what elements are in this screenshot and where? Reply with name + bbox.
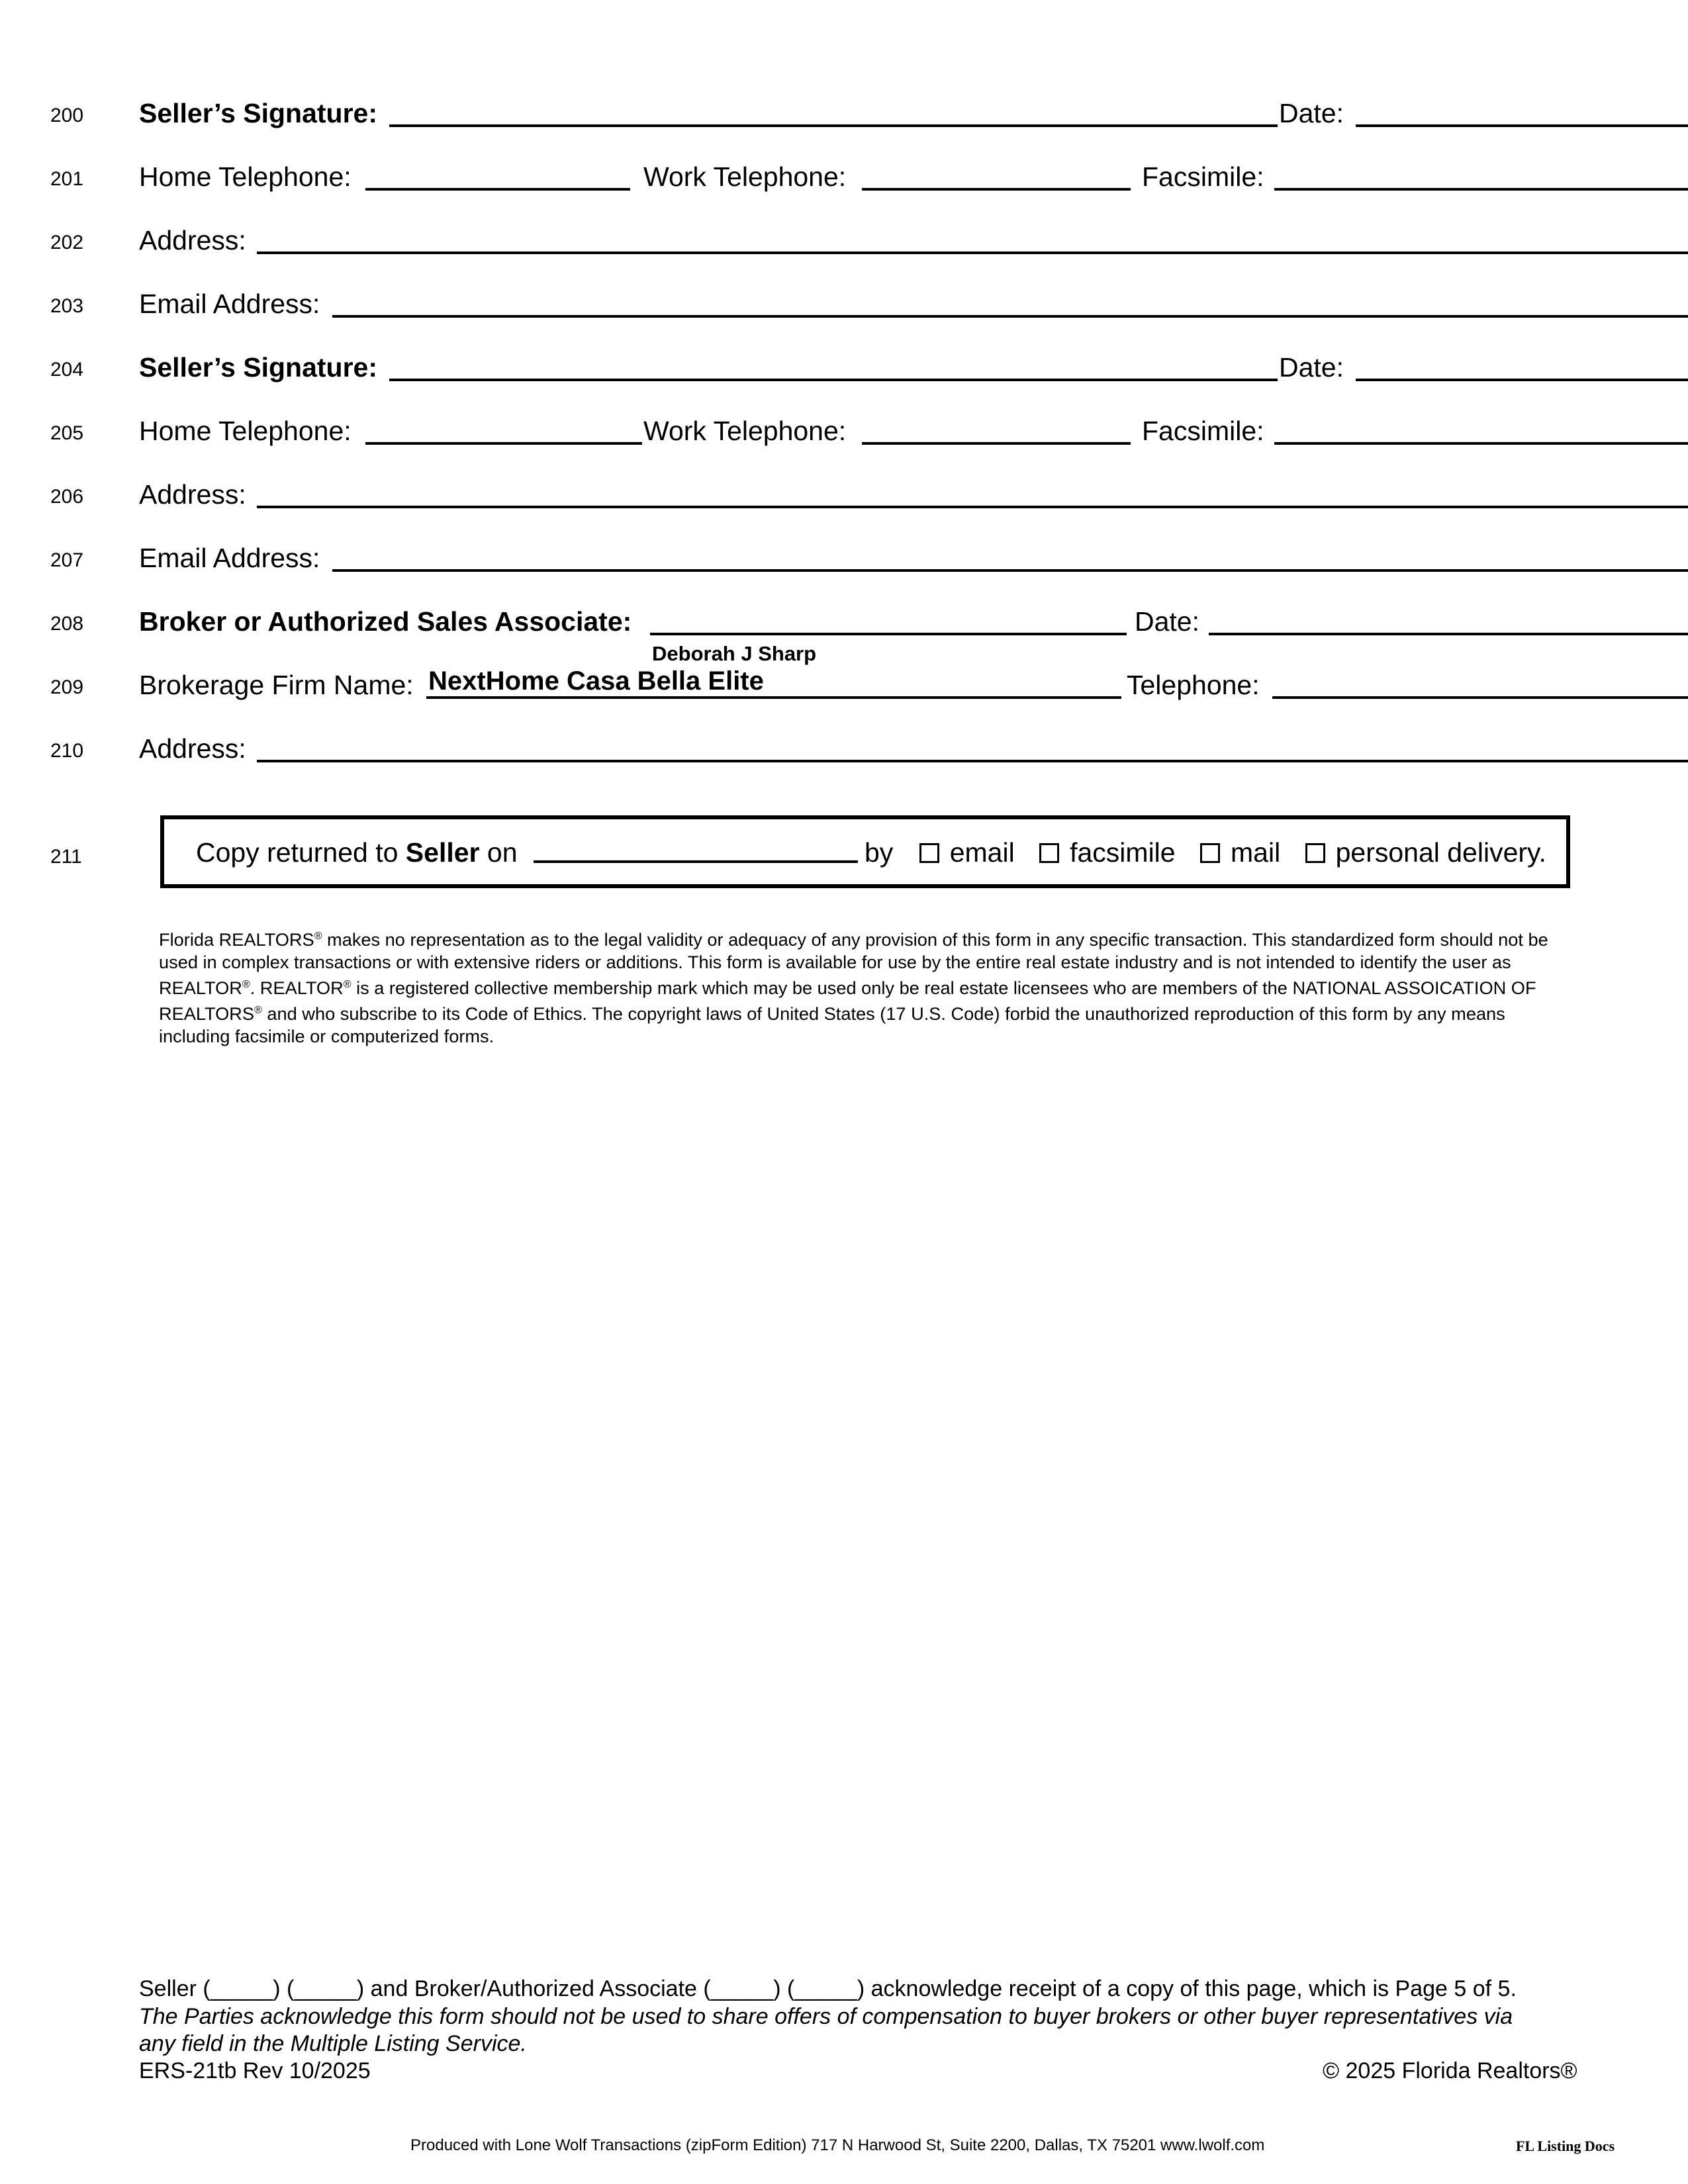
- disclaimer-text: Florida REALTORS: [159, 929, 314, 950]
- mail-option[interactable]: [1200, 837, 1280, 868]
- date-label: Date:: [1135, 606, 1199, 637]
- broker-associate-label: Broker or Authorized Sales Associate:: [139, 606, 632, 637]
- address-line[interactable]: [257, 760, 1688, 762]
- telephone-label: Telephone:: [1127, 670, 1260, 700]
- mls-notice-line-1: The Parties acknowledge this form should not be used to share offers of compensation to buyer brokers or other buyer representatives via: [139, 2004, 1513, 2029]
- seller-signature-row-2: [139, 348, 1582, 388]
- copy-returned-on: on: [479, 837, 518, 868]
- mls-notice-line-2: any field in the Multiple Listing Service.: [139, 2031, 527, 2056]
- telephone-line[interactable]: [1272, 696, 1688, 699]
- copy-returned-seller: Seller: [405, 837, 480, 868]
- line-number: 209: [50, 676, 84, 698]
- broker-address-row: [139, 729, 1582, 769]
- line-number: 207: [50, 549, 84, 571]
- email-option[interactable]: [919, 837, 1015, 868]
- broker-signature-row: [139, 602, 1582, 642]
- registered-mark: ®: [242, 979, 250, 991]
- address-label: Address:: [139, 733, 246, 764]
- facsimile-option[interactable]: [1039, 837, 1175, 868]
- registered-mark: ®: [314, 931, 322, 942]
- work-telephone-label: Work Telephone:: [643, 416, 847, 446]
- line-number: 202: [50, 232, 84, 253]
- line-number: 210: [50, 740, 84, 762]
- copy-returned-by: by: [865, 837, 894, 868]
- broker-associate-name[interactable]: Deborah J Sharp: [652, 642, 817, 665]
- personal-delivery-option-label: personal delivery.: [1335, 837, 1546, 868]
- facsimile-line[interactable]: [1274, 188, 1688, 191]
- seller-phones-row-2: [139, 412, 1582, 451]
- line-number: 211: [50, 846, 82, 868]
- date-line[interactable]: [1356, 124, 1688, 127]
- seller-signature-line[interactable]: [389, 124, 1278, 127]
- copy-returned-prefix: Copy returned to: [196, 837, 406, 868]
- seller-signature-line[interactable]: [389, 379, 1278, 381]
- form-id: ERS-21tb Rev 10/2025: [139, 2058, 371, 2083]
- work-telephone-line[interactable]: [862, 188, 1131, 191]
- email-option-label: email: [949, 837, 1015, 868]
- broker-signature-line[interactable]: [650, 633, 1127, 635]
- line-number: 200: [50, 105, 84, 126]
- line-number: 206: [50, 486, 84, 508]
- seller-signature-row-1: [139, 94, 1582, 134]
- email-line[interactable]: [332, 315, 1688, 318]
- mail-option-label: mail: [1231, 837, 1281, 868]
- seller-signature-label: Seller’s Signature:: [139, 352, 378, 383]
- facsimile-option-label: facsimile: [1070, 837, 1176, 868]
- copyright: © 2025 Florida Realtors®: [1323, 2058, 1577, 2083]
- copy-returned-box: [160, 815, 1570, 888]
- seller-address-row-2: [139, 475, 1582, 515]
- brokerage-firm-line: [426, 696, 1121, 699]
- facsimile-checkbox[interactable]: [1039, 843, 1059, 863]
- address-line[interactable]: [257, 506, 1688, 508]
- disclaimer-paragraph: [159, 925, 1575, 1048]
- disclaimer-text: is a registered collective membership mark which may be used only be real estate licensees who are members of the NATIONAL ASSOICATION OF REALTORS: [159, 978, 1536, 1024]
- facsimile-label: Facsimile:: [1142, 161, 1264, 192]
- disclaimer-text: makes no representation as to the legal validity or adequacy of any provision of this form in any specific transaction. This standardized form should not be used in complex transactions or with extensive riders or additions. This form is available for use by the entire real estate industry and is not intended to identify the user as REALTOR: [159, 929, 1548, 999]
- acknowledgement-line: Seller (_____) (_____) and Broker/Authorized Associate (_____) (_____) acknowledge receipt of a copy of this page, which is Page 5 of 5.: [139, 1976, 1517, 2001]
- personal-delivery-checkbox[interactable]: [1305, 843, 1325, 863]
- address-line[interactable]: [257, 251, 1688, 254]
- fl-listing-docs-brand: FL Listing Docs: [1516, 2138, 1615, 2154]
- home-telephone-label: Home Telephone:: [139, 416, 352, 446]
- line-number: 205: [50, 422, 84, 444]
- work-telephone-line[interactable]: [862, 442, 1131, 445]
- copy-returned-date-line[interactable]: [534, 860, 858, 863]
- line-number: 201: [50, 168, 84, 190]
- address-label: Address:: [139, 479, 246, 510]
- email-checkbox[interactable]: [919, 843, 939, 863]
- brokerage-firm-row: [139, 666, 1582, 705]
- brokerage-firm-value[interactable]: NextHome Casa Bella Elite: [428, 666, 764, 696]
- date-label: Date:: [1279, 98, 1344, 128]
- produced-with-line: Produced with Lone Wolf Transactions (zipForm Edition) 717 N Harwood St, Suite 2200, Dallas, TX 75201 www.lwolf.com: [410, 2136, 1265, 2154]
- registered-mark: ®: [343, 979, 352, 991]
- mail-checkbox[interactable]: [1200, 843, 1220, 863]
- address-label: Address:: [139, 225, 246, 255]
- home-telephone-line[interactable]: [365, 188, 630, 191]
- email-line[interactable]: [332, 569, 1688, 572]
- seller-email-row-1: [139, 285, 1582, 324]
- facsimile-line[interactable]: [1274, 442, 1688, 445]
- registered-mark: ®: [254, 1005, 262, 1017]
- seller-phones-row-1: [139, 158, 1582, 197]
- facsimile-label: Facsimile:: [1142, 416, 1264, 446]
- seller-address-row-1: [139, 221, 1582, 261]
- home-telephone-label: Home Telephone:: [139, 161, 352, 192]
- disclaimer-text: and who subscribe to its Code of Ethics. The copyright laws of United States (17 U.S. Code) forbid the unauthorized reproduction of this form by any means including facsimile or computerized forms.: [159, 1003, 1505, 1047]
- date-line[interactable]: [1209, 633, 1688, 635]
- line-number: 203: [50, 295, 84, 317]
- date-line[interactable]: [1356, 379, 1688, 381]
- seller-signature-label: Seller’s Signature:: [139, 98, 378, 128]
- work-telephone-label: Work Telephone:: [643, 161, 847, 192]
- disclaimer-text: . REALTOR: [250, 978, 344, 999]
- email-label: Email Address:: [139, 289, 320, 319]
- line-number: 204: [50, 359, 84, 381]
- line-number: 208: [50, 613, 84, 635]
- personal-delivery-option[interactable]: [1305, 837, 1546, 868]
- seller-email-row-2: [139, 539, 1582, 578]
- home-telephone-line[interactable]: [365, 442, 642, 445]
- email-label: Email Address:: [139, 543, 320, 573]
- brokerage-firm-label: Brokerage Firm Name:: [139, 670, 414, 700]
- date-label: Date:: [1279, 352, 1344, 383]
